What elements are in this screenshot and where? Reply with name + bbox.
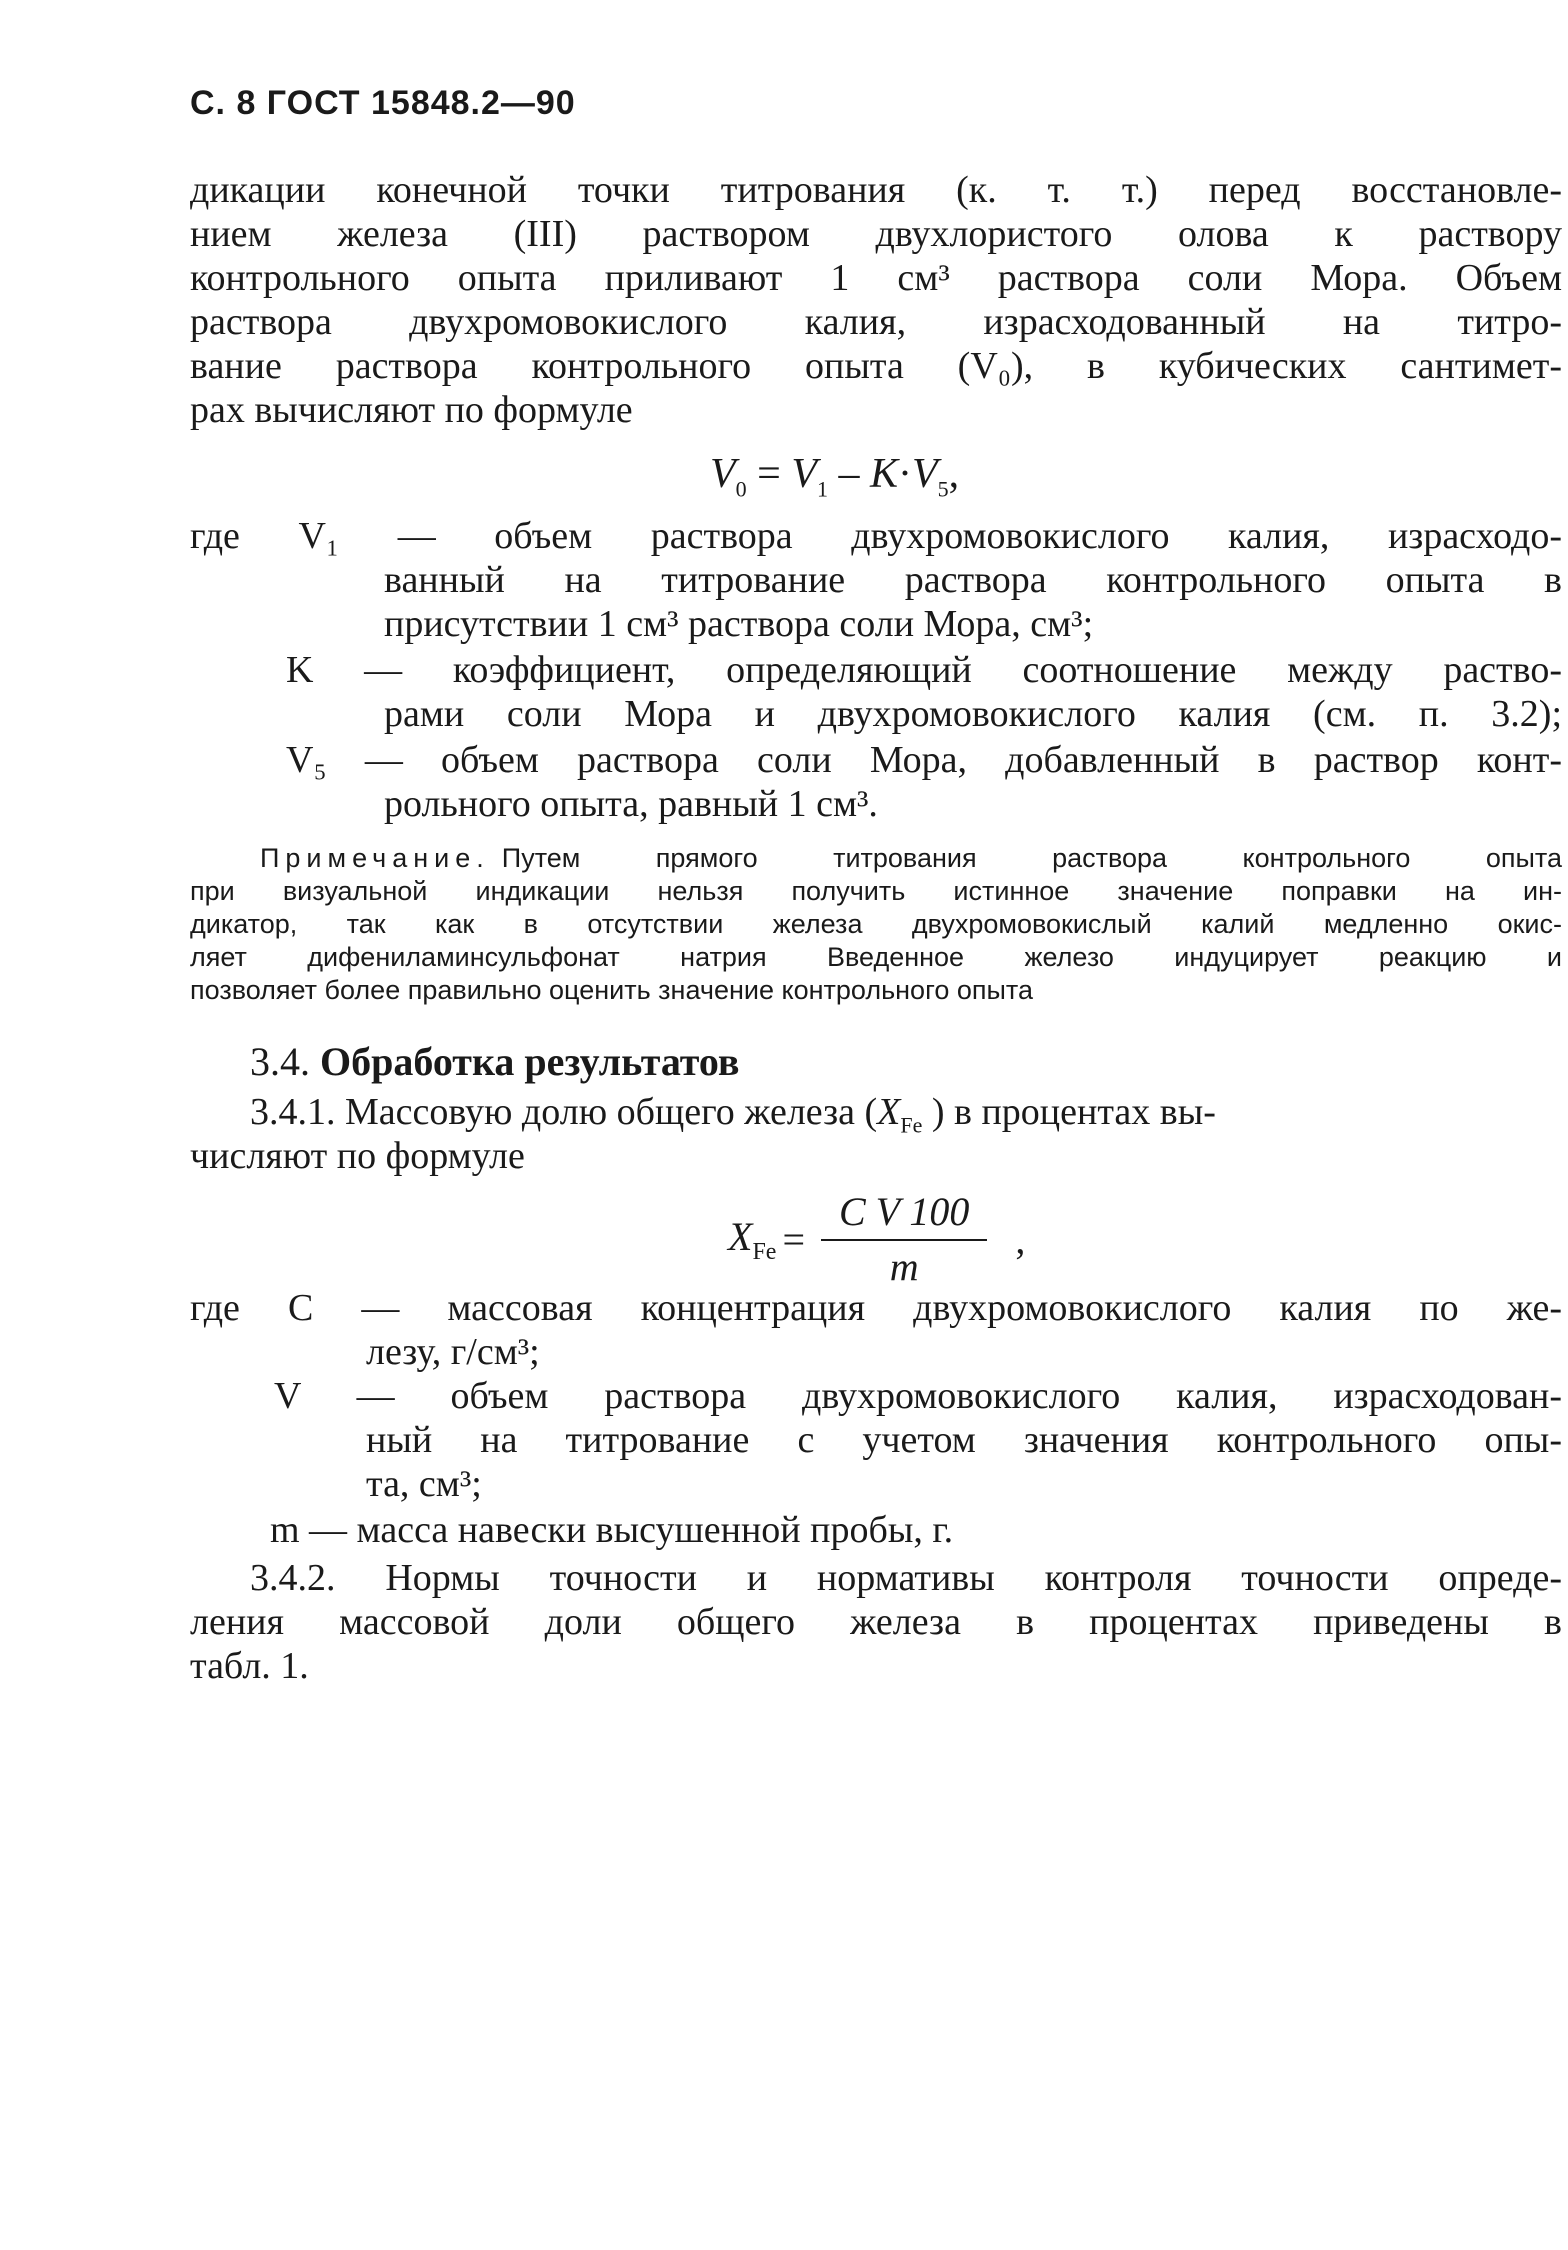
formula-xfe: $X_{Fe}$ = $\frac{\text{C V 100}}{m}$ , [728,1189,1026,1289]
definition-v5: V₅ — объем раствора соли Мора, добавленный в раствор конт- [286,739,1562,781]
definition-v-cont: ный на титрование с учетом значения контрольного опы- та, см³; [366,1419,1562,1505]
definition-k: K — коэффициент, определяющий соотношение между раство- [286,649,1562,691]
note-line: дикатор, так как в отсутствии железа двухромовокислый калий медленно окис- [190,909,1562,939]
intro-line: рах вычисляют по формуле [190,389,633,431]
paragraph-3-4-1-cont: числяют по формуле [190,1135,525,1177]
intro-line: дикации конечной точки титрования (к. т. т.) перед восстановле- [190,169,1562,211]
intro-line: вание раствора контрольного опыта (V₀), в кубических сантимет- [190,345,1562,387]
fraction-denominator: m [889,1244,919,1289]
paragraph-3-4-2-cont: ления массовой доли общего железа в процентах приведены в табл. 1. [190,1601,1562,1687]
section-heading: 3.4. Обработка результатов [250,1039,740,1084]
fraction [821,1188,987,1290]
note-line: при визуальной индикации нельзя получить истинное значение поправки на ин- [190,876,1562,906]
definition-v1-cont: ванный на титрование раствора контрольного опыта в присутствии 1 см³ раствора соли Мора, см³; [384,559,1562,645]
intro-line: нием железа (III) раствором двухлористого олова к раствору [190,213,1562,255]
paragraph-3-4-1: 3.4.1. Массовую долю общего железа ($X_{Fe}$ ) в процентах вы- [250,1091,1216,1138]
note-line: Путем прямого титрования раствора контрольного опыта [501,843,1562,873]
intro-line: контрольного опыта приливают 1 см³ раствора соли Мора. Объем [190,257,1562,299]
intro-paragraph [190,168,1562,432]
intro-line: раствора двухромовокислого калия, израсходованный на титро- [190,301,1562,343]
definition-k-cont: рами соли Мора и двухромовокислого калия (см. п. 3.2); [384,693,1562,735]
definition-c-cont: лезу, г/см³; [366,1331,540,1373]
definition-c: где C — массовая концентрация двухромовокислого калия по же- [190,1287,1562,1329]
definition-v1: где V₁ — объем раствора двухромовокислого калия, израсходо- [190,515,1562,557]
note-line: ляет дифениламинсульфонат натрия Введенное железо индуцирует реакцию и [190,942,1562,972]
paragraph-3-4-2: 3.4.2. Нормы точности и нормативы контроля точности опреде- [250,1557,1562,1599]
fraction-numerator: C V 100 [821,1188,987,1241]
note-label: Примечание. [260,843,490,873]
note-block [190,842,1562,1007]
definition-v5-cont: рольного опыта, равный 1 см³. [384,783,878,825]
definition-v: V — объем раствора двухромовокислого калия, израсходован- [274,1375,1562,1417]
definition-m: m — масса навески высушенной пробы, г. [270,1509,954,1551]
page-header: С. 8 ГОСТ 15848.2—90 [190,84,576,122]
formula-v0: $V_0 = V_1 - K\cdot V_5$, [710,451,960,502]
note-line: позволяет более правильно оценить значение контрольного опыта [190,975,1033,1005]
